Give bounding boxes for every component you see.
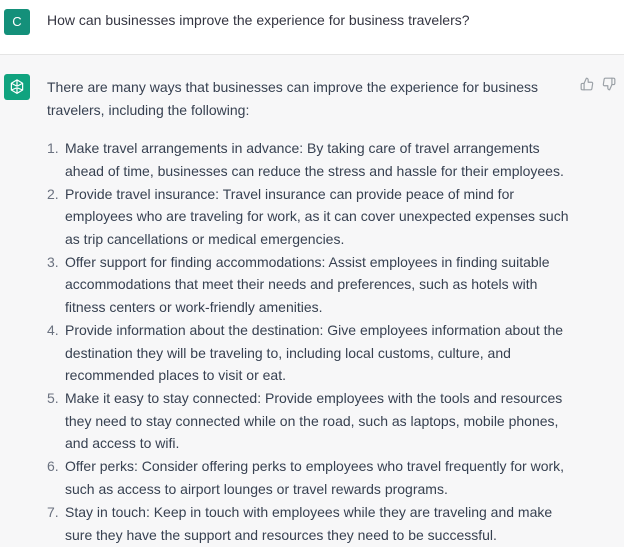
list-item	[47, 455, 572, 500]
thumbs-down-icon[interactable]	[602, 77, 616, 96]
list-number: 1.	[47, 140, 59, 156]
assistant-message-row	[0, 55, 624, 547]
list-item-text: Make it easy to stay connected: Provide employees with the tools and resources they need to stay connected while on the road, such as laptops, mobile phones, and access to wifi.	[65, 390, 563, 452]
list-item	[47, 387, 572, 455]
openai-logo-icon	[4, 74, 30, 100]
list-number: 7.	[47, 504, 59, 521]
user-avatar: C	[4, 9, 30, 35]
list-number: 6.	[47, 458, 59, 475]
list-item	[47, 251, 572, 319]
list-item-text: Provide travel insurance: Travel insurance can provide peace of mind for employees who are traveling for work, as it can cover unexpected expenses such as trip cancellations or medical emergencies.	[65, 185, 569, 247]
list-item-text: Offer perks: Consider offering perks to employees who travel frequently for work, such as access to airport lounges or travel rewards programs.	[65, 458, 565, 497]
list-number: 3.	[47, 253, 59, 270]
answer-list	[47, 137, 572, 547]
user-message-text: How can businesses improve the experience for business travelers?	[47, 12, 470, 28]
list-number: 4.	[47, 322, 59, 339]
assistant-intro-text: There are many ways that businesses can improve the experience for business travelers, including the following:	[47, 79, 539, 118]
thumbs-up-icon[interactable]	[580, 77, 594, 96]
list-number: 2.	[47, 185, 59, 202]
list-item-text: Offer support for finding accommodations: Assist employees in finding suitable accommodations that meet their needs and preferences, such as hotels with fitness centers or work-friendly amenities.	[65, 253, 550, 315]
list-item	[47, 319, 572, 387]
list-item	[47, 183, 572, 251]
list-item-text: Make travel arrangements in advance: By taking care of travel arrangements ahead of time, businesses can reduce the stress and hassle for their employees.	[65, 140, 564, 179]
list-item-text: Stay in touch: Keep in touch with employees while they are traveling and make sure they have the support and resources they need to be successful.	[65, 504, 553, 543]
list-number: 5.	[47, 390, 59, 407]
user-message-row	[0, 0, 624, 55]
list-item-text: Provide information about the destination: Give employees information about the destination they will be traveling to, including local customs, culture, and recommended places to visit or eat.	[65, 322, 564, 384]
list-item	[47, 501, 572, 546]
list-item	[47, 137, 572, 182]
